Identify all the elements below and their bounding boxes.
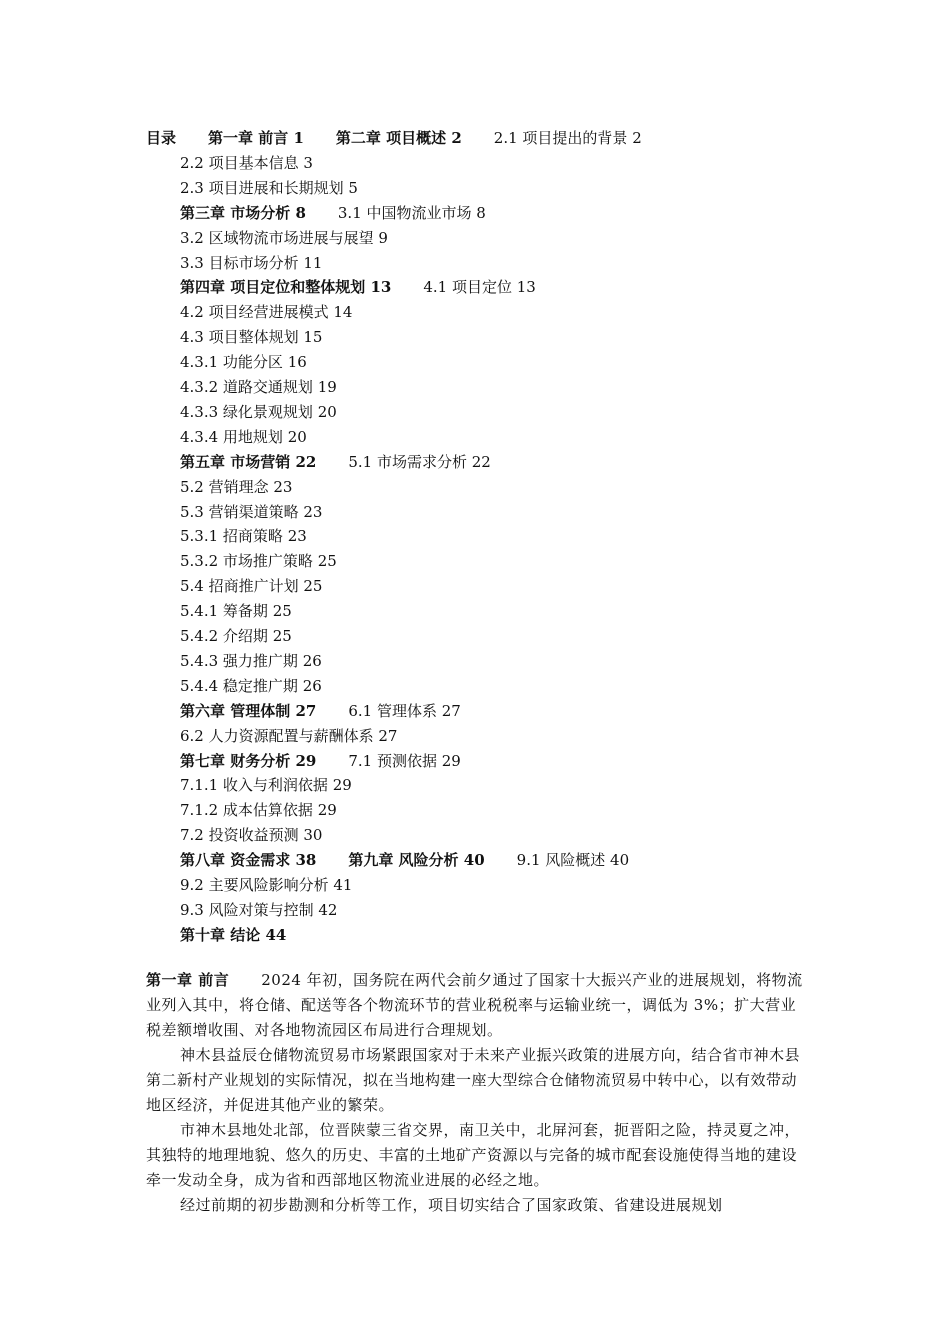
toc-line [180,850,629,870]
toc-chapter-entry[interactable]: 第五章 市场营销 22 [180,452,317,471]
toc-line [180,228,388,248]
toc-section-entry[interactable]: 4.2 项目经营进展模式 14 [180,303,353,322]
toc-chapter-entry[interactable]: 第八章 资金需求 38 [180,851,317,870]
paragraph-text: 经过前期的初步勘测和分析等工作，项目切实结合了国家政策、省建设进展规划 [180,1196,723,1214]
chapter-heading: 第一章 前言 [146,971,230,989]
toc-line [180,377,337,397]
toc-line [180,402,337,422]
toc-chapter-entry[interactable]: 第六章 管理体制 27 [180,701,317,720]
toc-section-entry[interactable]: 6.2 人力资源配置与薪酬体系 27 [180,726,398,745]
toc-section-entry[interactable]: 4.3.1 功能分区 16 [180,353,307,372]
toc-section-entry[interactable]: 2.2 项目基本信息 3 [180,153,313,172]
toc-section-entry[interactable]: 5.2 营销理念 23 [180,477,293,496]
toc-line [180,502,322,522]
toc-line [180,676,322,696]
toc-chapter-entry[interactable]: 第十章 结论 44 [180,925,287,944]
toc-line [180,800,337,820]
toc-line [180,153,313,173]
toc-section-entry[interactable]: 7.1 预测依据 29 [348,751,461,770]
toc-line [180,726,397,746]
intro-paragraph-4 [146,1193,806,1218]
toc-line [180,302,352,322]
toc-section-entry[interactable]: 5.3.1 招商策略 23 [180,527,307,546]
toc-section-entry[interactable]: 5.3.2 市场推广策略 25 [180,552,337,571]
paragraph-text: 市神木县地处北部，位晋陕蒙三省交界，南卫关中，北屏河套，扼晋阳之险，持灵夏之冲，其独特的地理地貌、悠久的历史、丰富的土地矿产资源以与完备的城市配套设施使得当地的建设牵一发动全身，成为省和西部地区物流业进展的必经之地。 [146,1121,801,1189]
toc-section-entry[interactable]: 9.1 风险概述 40 [516,851,630,870]
toc-section-entry[interactable]: 5.1 市场需求分析 22 [348,452,491,471]
toc-chapter-entry[interactable]: 第四章 项目定位和整体规划 13 [180,278,392,297]
toc-line [180,576,322,596]
toc-section-entry[interactable]: 2.3 项目进展和长期规划 5 [180,178,358,197]
toc-line [180,327,322,347]
toc-chapter-entry[interactable]: 第九章 风险分析 40 [348,851,485,870]
toc-line [180,601,292,621]
toc-section-entry[interactable]: 7.1.1 收入与利润依据 29 [180,776,352,795]
toc-line [180,178,358,198]
toc-section-entry[interactable]: 5.4 招商推广计划 25 [180,577,323,596]
toc-line [146,128,642,148]
toc-line [180,775,352,795]
toc-section-entry[interactable]: 9.3 风险对策与控制 42 [180,900,338,919]
toc-section-entry[interactable]: 3.3 目标市场分析 11 [180,253,323,272]
intro-paragraph-3 [146,1118,806,1193]
toc-line [180,701,461,721]
toc-section-entry[interactable]: 2.1 项目提出的背景 2 [493,129,642,147]
toc-chapter-entry[interactable]: 第二章 项目概述 2 [335,129,462,147]
toc-section-entry[interactable]: 5.4.3 强力推广期 26 [180,651,322,670]
toc-section-entry[interactable]: 4.3 项目整体规划 15 [180,328,323,347]
toc-line [180,452,491,472]
toc-section-entry[interactable]: 5.4.4 稳定推广期 26 [180,676,322,695]
toc-line [180,526,307,546]
toc-line [180,203,486,223]
intro-paragraph-2 [146,1043,806,1118]
toc-chapter-entry[interactable]: 第三章 市场分析 8 [180,203,306,222]
toc-section-entry[interactable]: 3.1 中国物流业市场 8 [337,203,486,222]
toc-section-entry[interactable]: 9.2 主要风险影响分析 41 [180,876,353,894]
toc-line [180,751,461,771]
toc-line [180,352,307,372]
toc-line [180,900,337,920]
toc-section-entry[interactable]: 6.1 管理体系 27 [348,701,461,720]
toc-line [180,551,337,571]
toc-line [180,277,536,297]
toc-line [180,427,307,447]
toc-section-entry[interactable]: 4.3.3 绿化景观规划 20 [180,402,337,421]
toc-section-entry[interactable]: 7.1.2 成本估算依据 29 [180,801,337,820]
toc-line [180,651,322,671]
toc-section-entry[interactable]: 5.3 营销渠道策略 23 [180,502,323,521]
intro-paragraph-1 [146,968,806,1043]
toc-label: 目录 [146,129,177,147]
toc-section-entry[interactable]: 4.1 项目定位 13 [423,278,536,297]
paragraph-text: 神木县益辰仓储物流贸易市场紧跟国家对于未来产业振兴政策的进展方向，结合省市神木县第二新村产业规划的实际情况，拟在当地构建一座大型综合仓储物流贸易中转中心，以有效带动地区经济，并促进其他产业的繁荣。 [146,1046,801,1114]
toc-section-entry[interactable]: 5.4.2 介绍期 25 [180,627,292,645]
toc-section-entry[interactable]: 4.3.4 用地规划 20 [180,427,307,446]
toc-section-entry[interactable]: 3.2 区域物流市场进展与展望 9 [180,228,388,247]
toc-section-entry[interactable]: 7.2 投资收益预测 30 [180,826,323,845]
toc-line [180,477,292,497]
toc-line [180,825,322,845]
toc-line [180,626,292,646]
paragraph-text: 2024 年初，国务院在两代会前夕通过了国家十大振兴产业的进展规划，将物流业列入其中，将仓储、配送等各个物流环节的营业税税率与运输业统一，调低为 3%；扩大营业税差额增收围、对各地物流园区布局进行合理规划。 [146,971,803,1039]
toc-line [180,875,352,895]
toc-chapter-entry[interactable]: 第七章 财务分析 29 [180,751,317,770]
toc-line [180,925,286,945]
toc-section-entry[interactable]: 5.4.1 筹备期 25 [180,602,292,621]
toc-section-entry[interactable]: 4.3.2 道路交通规划 19 [180,378,337,396]
toc-line [180,253,322,273]
toc-chapter-entry[interactable]: 第一章 前言 1 [208,129,304,147]
